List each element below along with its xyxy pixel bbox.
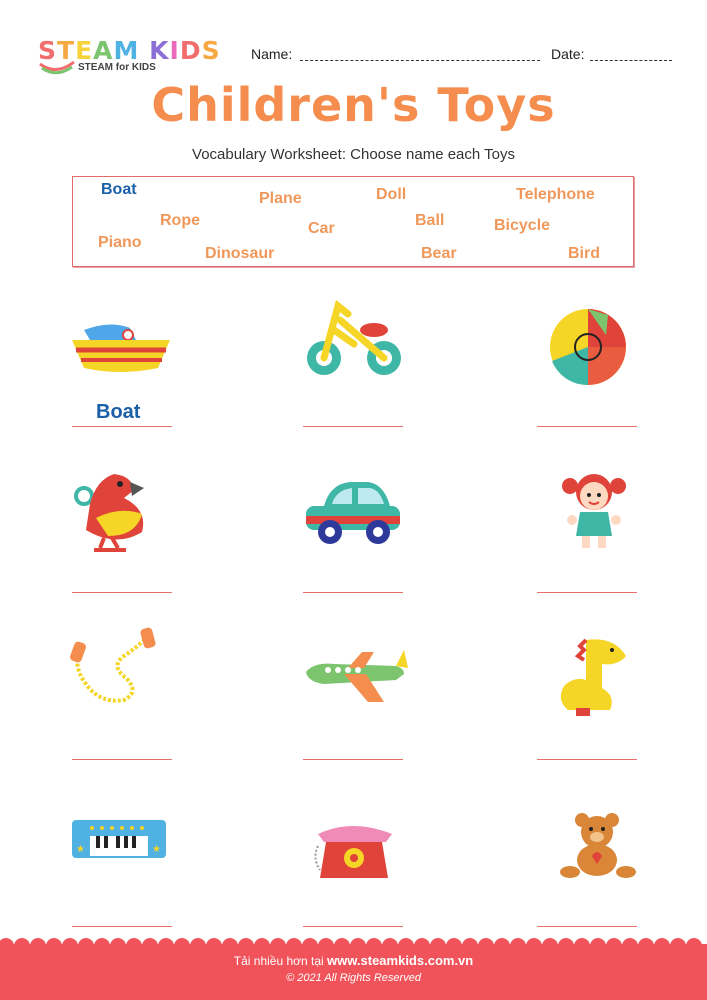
- worksheet-subtitle: Vocabulary Worksheet: Choose name each Toys: [192, 146, 515, 163]
- steam-kids-logo: [38, 36, 238, 80]
- footer-download-prefix: Tải nhiều hơn tại: [233, 954, 324, 968]
- dinosaur-icon: [556, 636, 632, 720]
- toy-rope: [70, 626, 200, 716]
- answer-line[interactable]: [537, 926, 637, 927]
- answer-line[interactable]: [537, 759, 637, 760]
- word-bank-item: Rope: [160, 212, 200, 229]
- word-bank-item: Car: [308, 220, 335, 237]
- logo-letter: E: [75, 36, 94, 65]
- answer-line[interactable]: [72, 926, 172, 927]
- word-bank-item: Plane: [259, 190, 302, 207]
- toy-plane: [304, 646, 434, 736]
- toy-telephone: [312, 818, 442, 908]
- answer-line[interactable]: [303, 592, 403, 593]
- toy-piano: [72, 818, 202, 908]
- toy-ball: [546, 305, 676, 395]
- logo-letter: D: [179, 36, 202, 65]
- word-bank-item: Dinosaur: [205, 245, 275, 262]
- footer-copyright: © 2021 All Rights Reserved: [286, 972, 421, 984]
- word-bank-item: Boat: [101, 181, 137, 198]
- toy-bear: [560, 812, 690, 902]
- ball-icon: [546, 305, 630, 389]
- answer-line[interactable]: [303, 426, 403, 427]
- word-bank-item: Bear: [421, 245, 457, 262]
- telephone-icon: [312, 818, 398, 882]
- logo-letter: [139, 36, 149, 65]
- worksheet-title: Children's Toys: [151, 78, 556, 132]
- logo-letter: S: [38, 36, 58, 65]
- word-bank-item: Bicycle: [494, 217, 551, 234]
- svg-text:★: ★: [76, 844, 85, 855]
- toy-bird: [72, 470, 202, 560]
- bear-icon: [560, 812, 640, 882]
- doll-icon: [560, 470, 630, 552]
- boat-icon: [70, 310, 174, 380]
- word-bank-item: Ball: [415, 212, 445, 229]
- plane-icon: [304, 646, 410, 712]
- answer-line[interactable]: [537, 592, 637, 593]
- date-label: Date:: [551, 46, 585, 62]
- date-field-line[interactable]: [590, 60, 672, 61]
- piano-icon: [72, 818, 168, 864]
- logo-letter: M: [113, 36, 140, 65]
- toy-doll: [560, 470, 690, 560]
- svg-text:★: ★: [152, 844, 161, 855]
- word-bank-item: Bird: [568, 245, 600, 262]
- word-bank-item: Doll: [376, 186, 407, 203]
- logo-letter: S: [201, 36, 221, 65]
- footer-download-line: [0, 953, 707, 968]
- logo-letter: T: [57, 36, 76, 65]
- word-bank-item: Piano: [98, 234, 142, 251]
- car-icon: [304, 478, 404, 548]
- word-bank-item: Telephone: [516, 186, 595, 203]
- bird-icon: [72, 470, 172, 554]
- logo-letter: A: [93, 36, 114, 65]
- logo-letter: K: [149, 36, 170, 65]
- answer-line[interactable]: [303, 926, 403, 927]
- toy-dinosaur: [556, 636, 686, 726]
- answer-line[interactable]: [72, 426, 172, 427]
- name-label: Name:: [251, 46, 293, 62]
- toy-boat: [70, 310, 200, 400]
- answer-line[interactable]: [303, 759, 403, 760]
- logo-letter: I: [169, 36, 180, 65]
- answer-text-boat: Boat: [96, 401, 141, 423]
- answer-line[interactable]: [72, 759, 172, 760]
- name-field-line[interactable]: [300, 60, 540, 61]
- toy-bicycle: [302, 300, 432, 390]
- logo-tagline: STEAM for KIDS: [78, 62, 156, 73]
- answer-line[interactable]: [72, 592, 172, 593]
- footer-website-link[interactable]: www.steamkids.com.vn: [327, 953, 474, 968]
- answer-line[interactable]: [537, 426, 637, 427]
- bicycle-icon: [302, 300, 406, 380]
- logo-swoosh-icon: [38, 58, 78, 76]
- toy-car: [304, 478, 434, 568]
- rope-icon: [70, 626, 170, 710]
- word-bank: [72, 176, 634, 267]
